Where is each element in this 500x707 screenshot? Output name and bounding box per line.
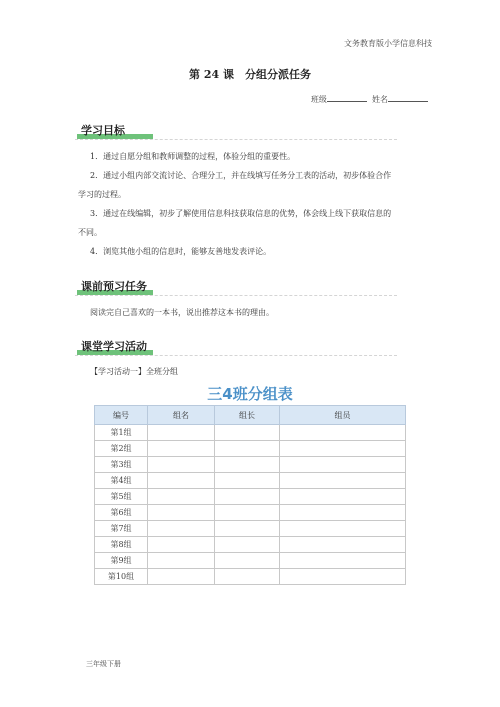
group-leader-cell[interactable] [215, 521, 280, 537]
group-members-cell[interactable] [280, 457, 406, 473]
class-blank [327, 92, 367, 102]
activity-1-label: 【学习活动一】全班分组 [90, 367, 178, 376]
group-leader-cell[interactable] [215, 425, 280, 441]
heading-divider [75, 355, 397, 356]
preview-text: 阅读完自己喜欢的一本书，说出推荐这本书的理由。 [90, 308, 274, 317]
group-name-cell[interactable] [148, 457, 215, 473]
group-members-cell[interactable] [280, 473, 406, 489]
group-number-cell: 第3组 [95, 457, 148, 473]
group-number-cell: 第6组 [95, 505, 148, 521]
group-members-cell[interactable] [280, 553, 406, 569]
group-name-cell[interactable] [148, 537, 215, 553]
group-number-cell: 第10组 [95, 569, 148, 585]
group-number-cell: 第8组 [95, 537, 148, 553]
class-label: 班级 [310, 95, 327, 104]
table-header-row [95, 406, 406, 425]
group-members-cell[interactable] [280, 441, 406, 457]
column-header-group-name: 组名 [148, 406, 215, 425]
group-leader-cell[interactable] [215, 473, 280, 489]
group-number-cell: 第7组 [95, 521, 148, 537]
group-leader-cell[interactable] [215, 441, 280, 457]
goal-item: 3．通过在线编辑，初步了解使用信息科技获取信息的优势，体会线上线下获取信息的 [90, 209, 392, 218]
table-row [95, 521, 406, 537]
table-row [95, 473, 406, 489]
goals-heading: 学习目标 [75, 122, 397, 140]
group-table [94, 405, 406, 585]
goal-item: 2．通过小组内部交流讨论、合理分工，并在线填写任务分工表的活动，初步体验合作 [90, 171, 392, 180]
group-leader-cell[interactable] [215, 505, 280, 521]
heading-divider [75, 139, 397, 140]
group-members-cell[interactable] [280, 569, 406, 585]
group-name-cell[interactable] [148, 521, 215, 537]
group-name-cell[interactable] [148, 425, 215, 441]
goal-item-cont: 不同。 [78, 228, 102, 237]
group-table-title: 三4班分组表 [207, 385, 293, 403]
group-number-cell: 第1组 [95, 425, 148, 441]
column-header-number: 编号 [95, 406, 148, 425]
lesson-title: 第 24 课 分组分派任务 [189, 68, 311, 81]
book-name: 文务教育版小学信息科技 [344, 39, 432, 48]
table-row [95, 537, 406, 553]
group-leader-cell[interactable] [215, 537, 280, 553]
name-blank [388, 92, 428, 102]
group-number-cell: 第4组 [95, 473, 148, 489]
table-row [95, 505, 406, 521]
group-number-cell: 第5组 [95, 489, 148, 505]
group-members-cell[interactable] [280, 537, 406, 553]
goals-list [78, 147, 423, 261]
goal-item: 4．浏览其他小组的信息时，能够友善地发表评论。 [90, 247, 272, 256]
column-header-leader: 组长 [215, 406, 280, 425]
group-number-cell: 第2组 [95, 441, 148, 457]
table-row [95, 425, 406, 441]
group-name-cell[interactable] [148, 441, 215, 457]
group-members-cell[interactable] [280, 489, 406, 505]
group-leader-cell[interactable] [215, 569, 280, 585]
group-name-cell[interactable] [148, 569, 215, 585]
goal-item: 1．通过自愿分组和教师调整的过程，体验分组的重要性。 [90, 152, 296, 161]
group-leader-cell[interactable] [215, 553, 280, 569]
table-row [95, 553, 406, 569]
column-header-members: 组员 [280, 406, 406, 425]
group-name-cell[interactable] [148, 553, 215, 569]
group-leader-cell[interactable] [215, 457, 280, 473]
table-row [95, 569, 406, 585]
group-name-cell[interactable] [148, 473, 215, 489]
group-name-cell[interactable] [148, 505, 215, 521]
activity-heading: 课堂学习活动 [75, 338, 397, 356]
table-row [95, 441, 406, 457]
group-members-cell[interactable] [280, 505, 406, 521]
preview-heading: 课前预习任务 [75, 278, 397, 296]
group-number-cell: 第9组 [95, 553, 148, 569]
table-row [95, 489, 406, 505]
grade-footer: 三年级下册 [86, 660, 121, 668]
table-row [95, 457, 406, 473]
goal-item-cont: 学习的过程。 [78, 190, 126, 199]
class-name-line [311, 92, 428, 105]
heading-divider [75, 295, 397, 296]
group-members-cell[interactable] [280, 521, 406, 537]
group-name-cell[interactable] [148, 489, 215, 505]
group-members-cell[interactable] [280, 425, 406, 441]
name-label: 姓名 [372, 95, 388, 104]
group-leader-cell[interactable] [215, 489, 280, 505]
